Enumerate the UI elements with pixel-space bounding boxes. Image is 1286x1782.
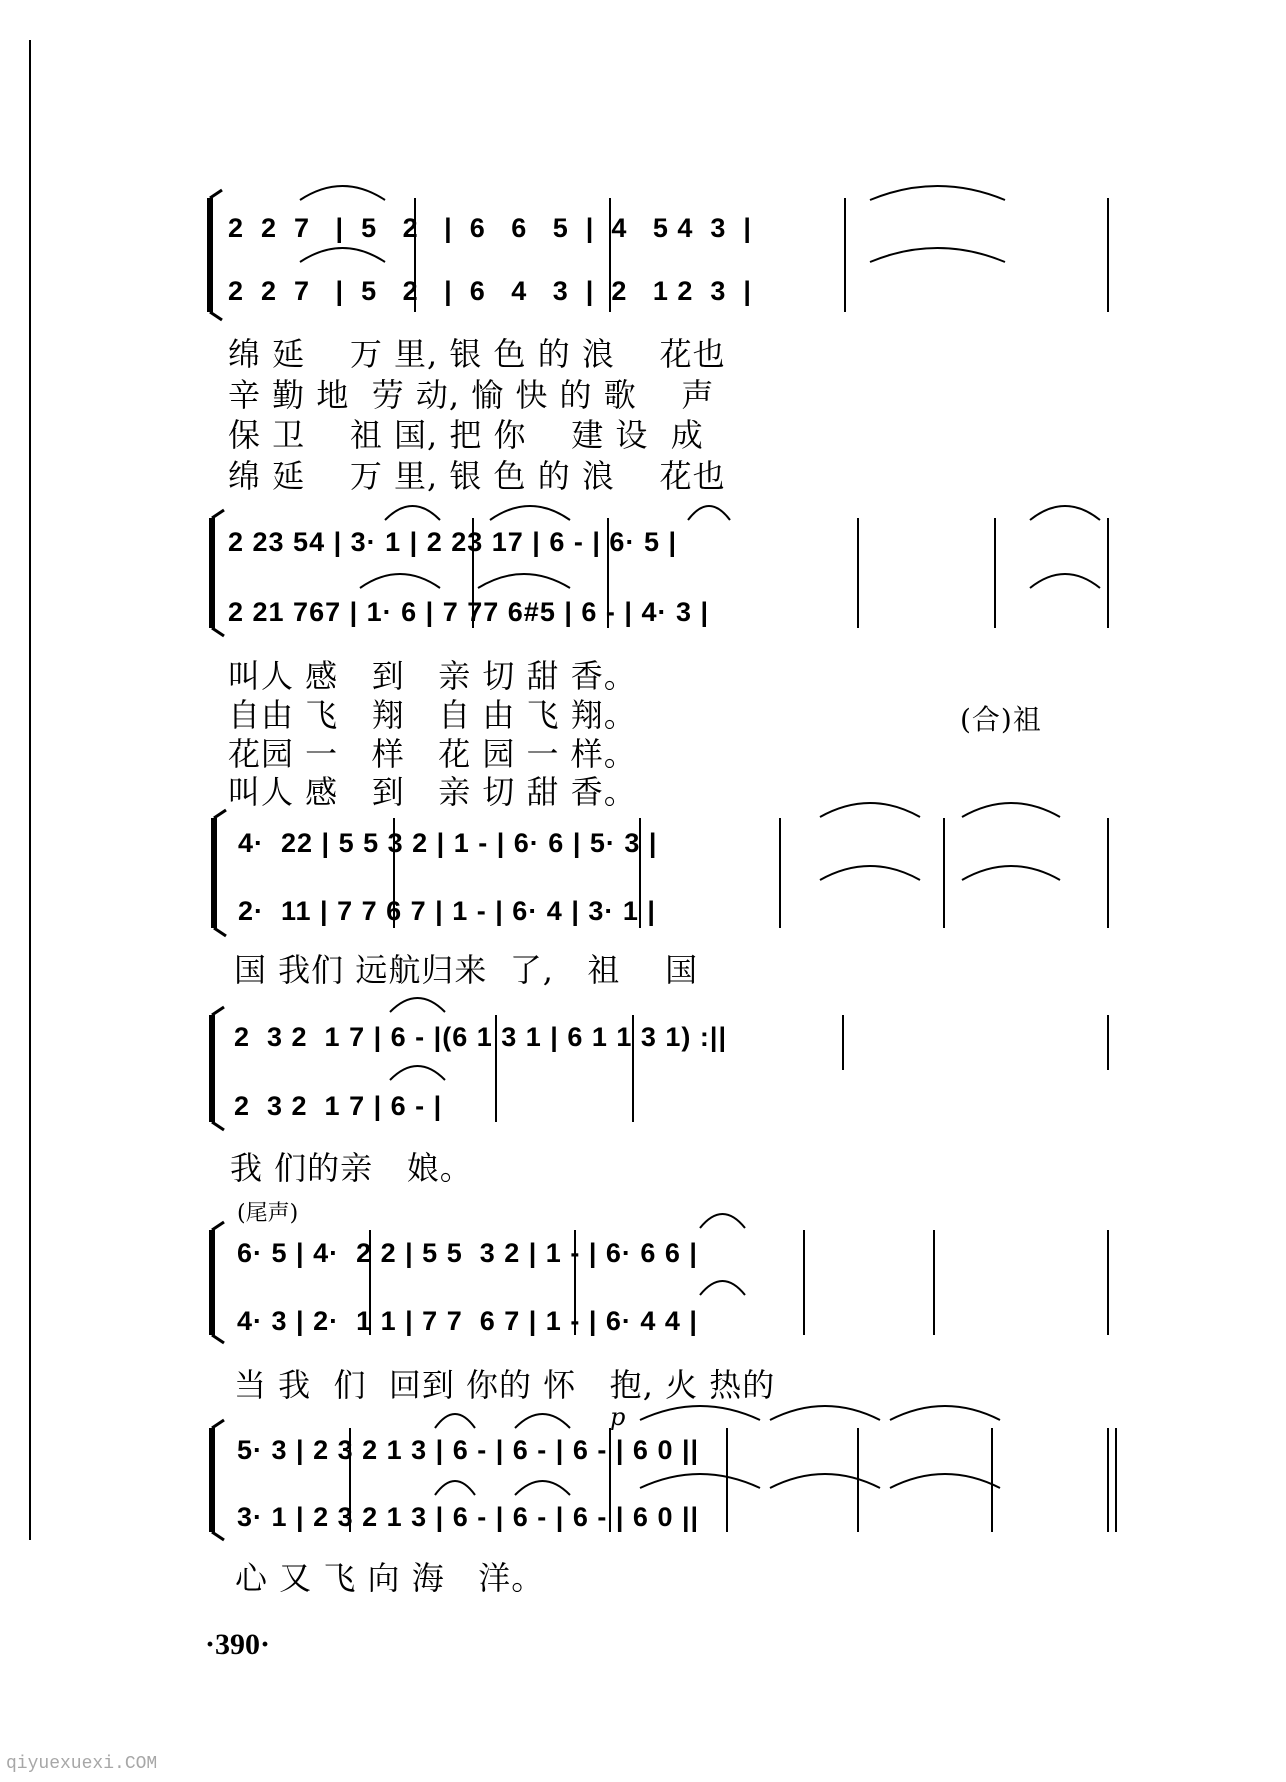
slur [300,186,385,200]
lyric-line: 绵 延 万 里, 银 色 的 浪 花也 [228,457,726,495]
system4-upper-notes: 2 3 2 1 7 | 6 - |(6 1 3 1 | 6 1 1 3 1) :|| [234,1022,728,1052]
system1-upper-notes: 2 2 7 | 5 2 | 6 6 5 | 4 5 4 3 | [228,213,752,243]
system1-lower-notes: 2 2 7 | 5 2 | 6 4 3 | 2 1 2 3 | [228,276,752,306]
slur [700,1214,745,1228]
system4-lower-notes: 2 3 2 1 7 | 6 - | [234,1091,443,1121]
slur [435,1414,475,1428]
system3-upper-notes: 4· 22 | 5 5 3 2 | 1 - | 6· 6 | 5· 3 | [238,828,658,858]
lyric-line: 绵 延 万 里, 银 色 的 浪 花也 [228,335,726,373]
slur [688,506,730,520]
system3-lower-notes: 2· 11 | 7 7 6 7 | 1 - | 6· 4 | 3· 1 | [238,896,656,926]
lyric-line: 叫人 感 到 亲 切 甜 香。 [228,657,637,695]
system-bracket [212,1532,224,1540]
lyric-line: 心 又 飞 向 海 洋。 [235,1559,545,1597]
slur [435,1481,475,1495]
slur [1030,574,1100,588]
system6-lower-notes: 3· 1 | 2 3 2 1 3 | 6 - | 6 - | 6 - | 6 0 || [237,1502,700,1532]
system-bracket [210,312,222,320]
lyric-line: 自由 飞 翔 自 由 飞 翔。 [228,696,637,734]
slur [870,186,1005,200]
lyric-line: 叫人 感 到 亲 切 甜 香。 [228,773,637,811]
slur [640,1406,760,1420]
system-bracket [212,1420,224,1428]
slur [360,574,440,588]
system2-lower-notes: 2 21 767 | 1· 6 | 7 77 6#5 | 6 - | 4· 3 | [228,597,710,627]
slur [962,866,1060,880]
system2-upper-notes: 2 23 54 | 3· 1 | 2 23 17 | 6 - | 6· 5 | [228,527,678,557]
slur [490,506,570,520]
slur [515,1414,570,1428]
dynamic-mark: p [610,1403,626,1431]
system-bracket [210,190,222,198]
system-bracket [212,628,224,636]
slur [478,574,570,588]
system5-upper-notes: 6· 5 | 4· 2 2 | 5 5 3 2 | 1 - | 6· 6 6 | [237,1238,698,1268]
lyric-line: 我 们的亲 娘。 [230,1149,473,1187]
slur [820,803,920,817]
watermark-text: qiyuexuexi.COM [6,1754,158,1774]
system-bracket [212,1222,224,1230]
system-bracket [212,1335,224,1343]
lyric-line: 保 卫 祖 国, 把 你 建 设 成 [228,416,704,454]
lyric-line: 花园 一 样 花 园 一 样。 [228,735,637,773]
lyric-line: 辛 勤 地 劳 动, 愉 快 的 歌 声 [228,376,715,414]
slur [870,248,1005,262]
system-bracket [212,1007,224,1015]
lyric-line: 当 我 们 回到 你的 怀 抱, 火 热的 [234,1366,776,1404]
slur [890,1474,1000,1488]
slur [1030,506,1100,520]
slur [515,1481,570,1495]
system6-upper-notes: 5· 3 | 2 3 2 1 3 | 6 - | 6 - | 6 - | 6 0 || [237,1435,700,1465]
slur [390,1066,445,1080]
slur [770,1474,880,1488]
page-number: ·390· [205,1628,271,1661]
slur [770,1406,880,1420]
slur [962,803,1060,817]
slur [890,1406,1000,1420]
slur [385,506,440,520]
system-bracket [214,928,226,936]
slur [390,998,445,1012]
chorus-entry: (合)祖 [960,703,1042,736]
slur [820,866,920,880]
system-bracket [212,510,224,518]
slur [640,1474,760,1488]
system-bracket [212,1122,224,1130]
system5-lower-notes: 4· 3 | 2· 1 1 | 7 7 6 7 | 1 - | 6· 4 4 | [237,1306,698,1336]
slur [700,1281,745,1295]
section-label: (尾声) [237,1201,299,1226]
slur [300,248,385,262]
lyric-line: 国 我们 远航归来 了, 祖 国 [234,951,699,989]
system-bracket [214,810,226,818]
